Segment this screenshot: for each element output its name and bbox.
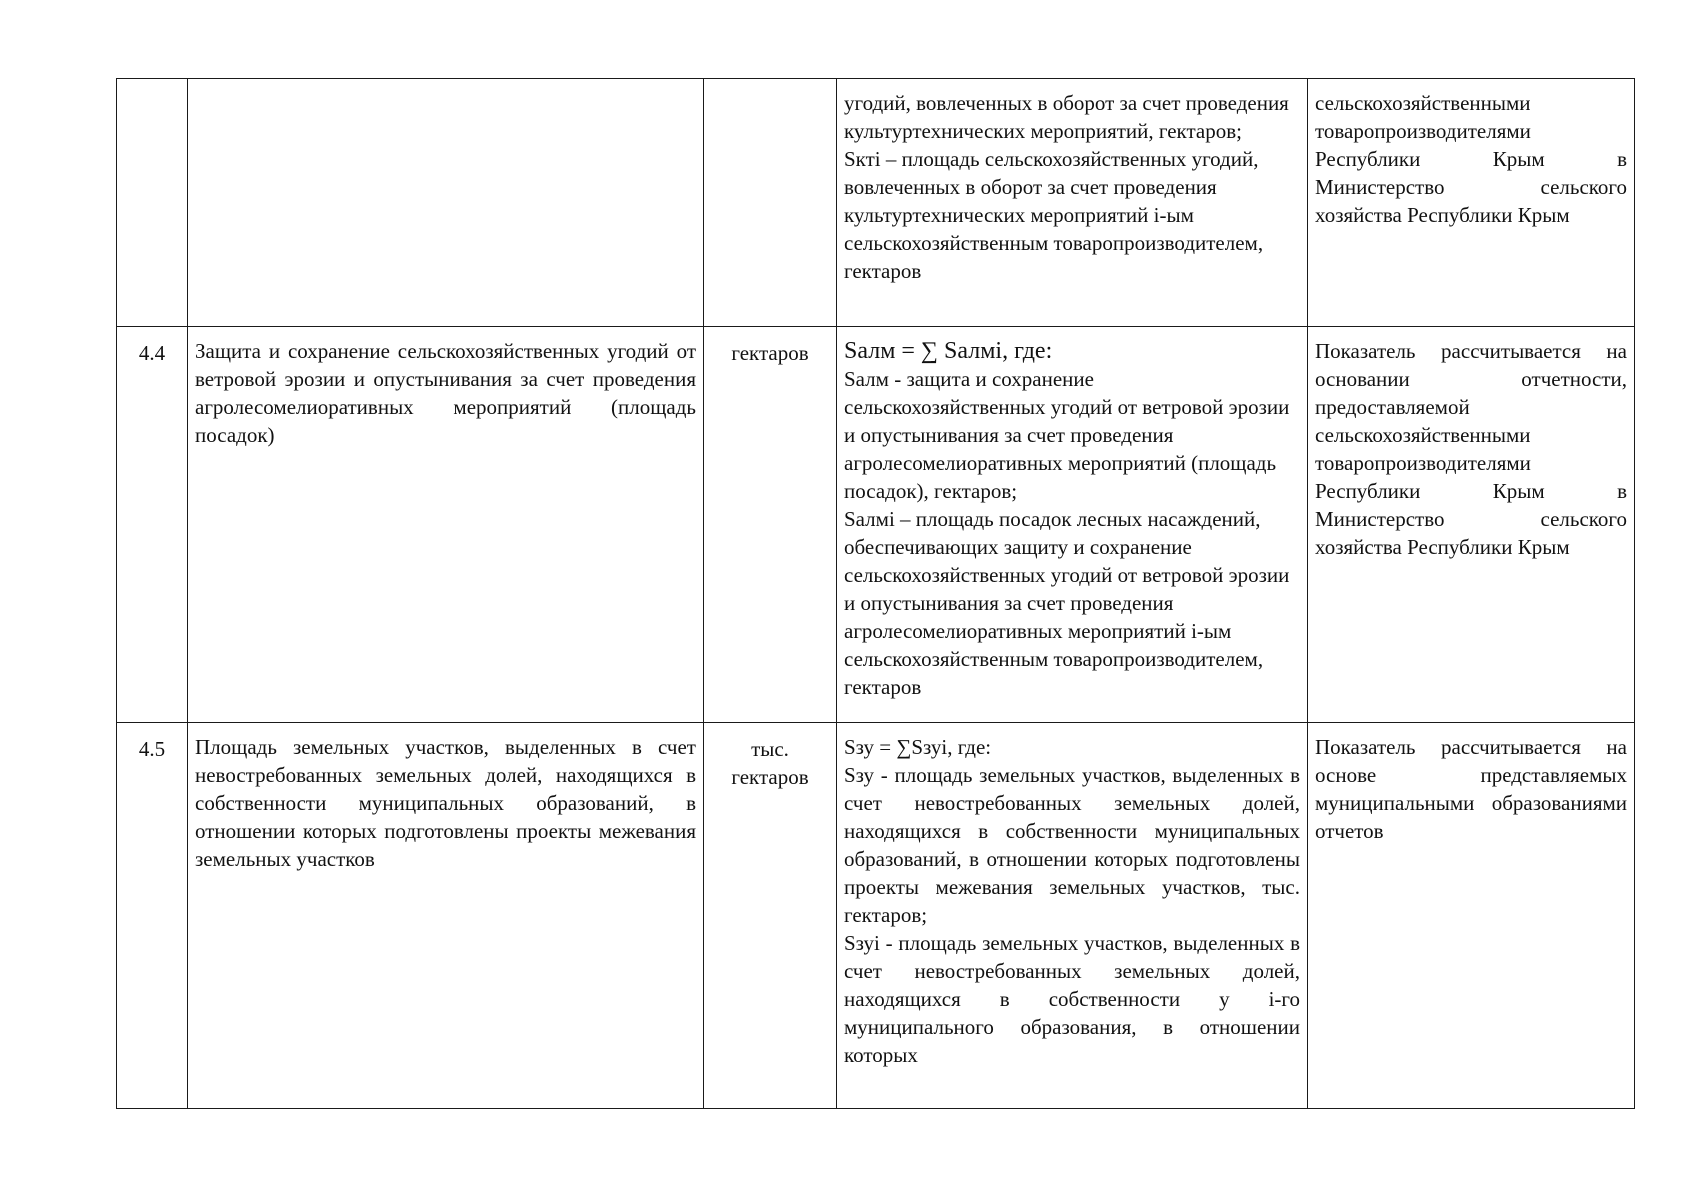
source-cell: Показатель рассчитывается на основе представляемых муниципальными образованиями отчетов <box>1308 723 1635 1109</box>
method-line: Sзу - площадь земельных участков, выделенных в счет невостребованных земельных долей, находящихся в собственности муниципальных образований, в отношении которых подготовлены проекты межевания земельных участков, тыс. гектаров; <box>844 763 1300 927</box>
indicator-name: Площадь земельных участков, выделенных в счет невостребованных земельных долей, находящихся в собственности муниципальных образований, в отношении которых подготовлены проекты межевания земельных участков <box>188 723 704 1109</box>
method-line: Sктi – площадь сельскохозяйственных угодий, вовлеченных в оборот за счет проведения культуртехнических мероприятий i-ым сельскохозяйственным товаропроизводителем, гектаров <box>844 147 1264 283</box>
method-line: Sзуi - площадь земельных участков, выделенных в счет невостребованных земельных долей, находящихся в собственности у i-го муниципального образования, в отношении которых <box>844 931 1300 1067</box>
method-cell <box>837 79 1308 327</box>
source-cell: Показатель рассчитывается на основании отчетности, предоставляемой сельскохозяйственными товаропроизводителями Республики Крым в Министерство сельского хозяйства Республики Крым <box>1308 327 1635 723</box>
unit-cell <box>704 79 837 327</box>
method-line: Sалм - защита и сохранение сельскохозяйственных угодий от ветровой эрозии и опустынивания за счет проведения агролесомелиоративных мероприятий (площадь посадок), гектаров; <box>844 367 1290 503</box>
indicator-name <box>188 79 704 327</box>
method-cell <box>837 327 1308 723</box>
table-row-4-4 <box>117 327 1635 723</box>
row-number: 4.5 <box>117 723 188 1109</box>
method-line: Sалмi – площадь посадок лесных насаждений, обеспечивающих защиту и сохранение сельскохозяйственных угодий от ветровой эрозии и опустынивания за счет проведения агролесомелиоративных мероприятий i-ым сельскохозяйственным товаропроизводителем, гектаров <box>844 507 1290 699</box>
table-row-continuation <box>117 79 1635 327</box>
indicator-table <box>116 78 1635 1109</box>
source-cell: сельскохозяйственными товаропроизводителями Республики Крым в Министерство сельского хозяйства Республики Крым <box>1308 79 1635 327</box>
method-formula: Sзу = ∑Sзуi, где: <box>844 735 992 759</box>
method-formula: Sалм = ∑ Sалмi, где: <box>844 338 1053 364</box>
indicator-name: Защита и сохранение сельскохозяйственных угодий от ветровой эрозии и опустынивания за счет проведения агролесомелиоративных мероприятий (площадь посадок) <box>188 327 704 723</box>
table-row-4-5 <box>117 723 1635 1109</box>
row-number: 4.4 <box>117 327 188 723</box>
row-number <box>117 79 188 327</box>
method-line: угодий, вовлеченных в оборот за счет проведения культуртехнических мероприятий, гектаров; <box>844 91 1289 143</box>
unit-cell: гектаров <box>704 327 837 723</box>
method-cell <box>837 723 1308 1109</box>
unit-cell: тыс. гектаров <box>704 723 837 1109</box>
